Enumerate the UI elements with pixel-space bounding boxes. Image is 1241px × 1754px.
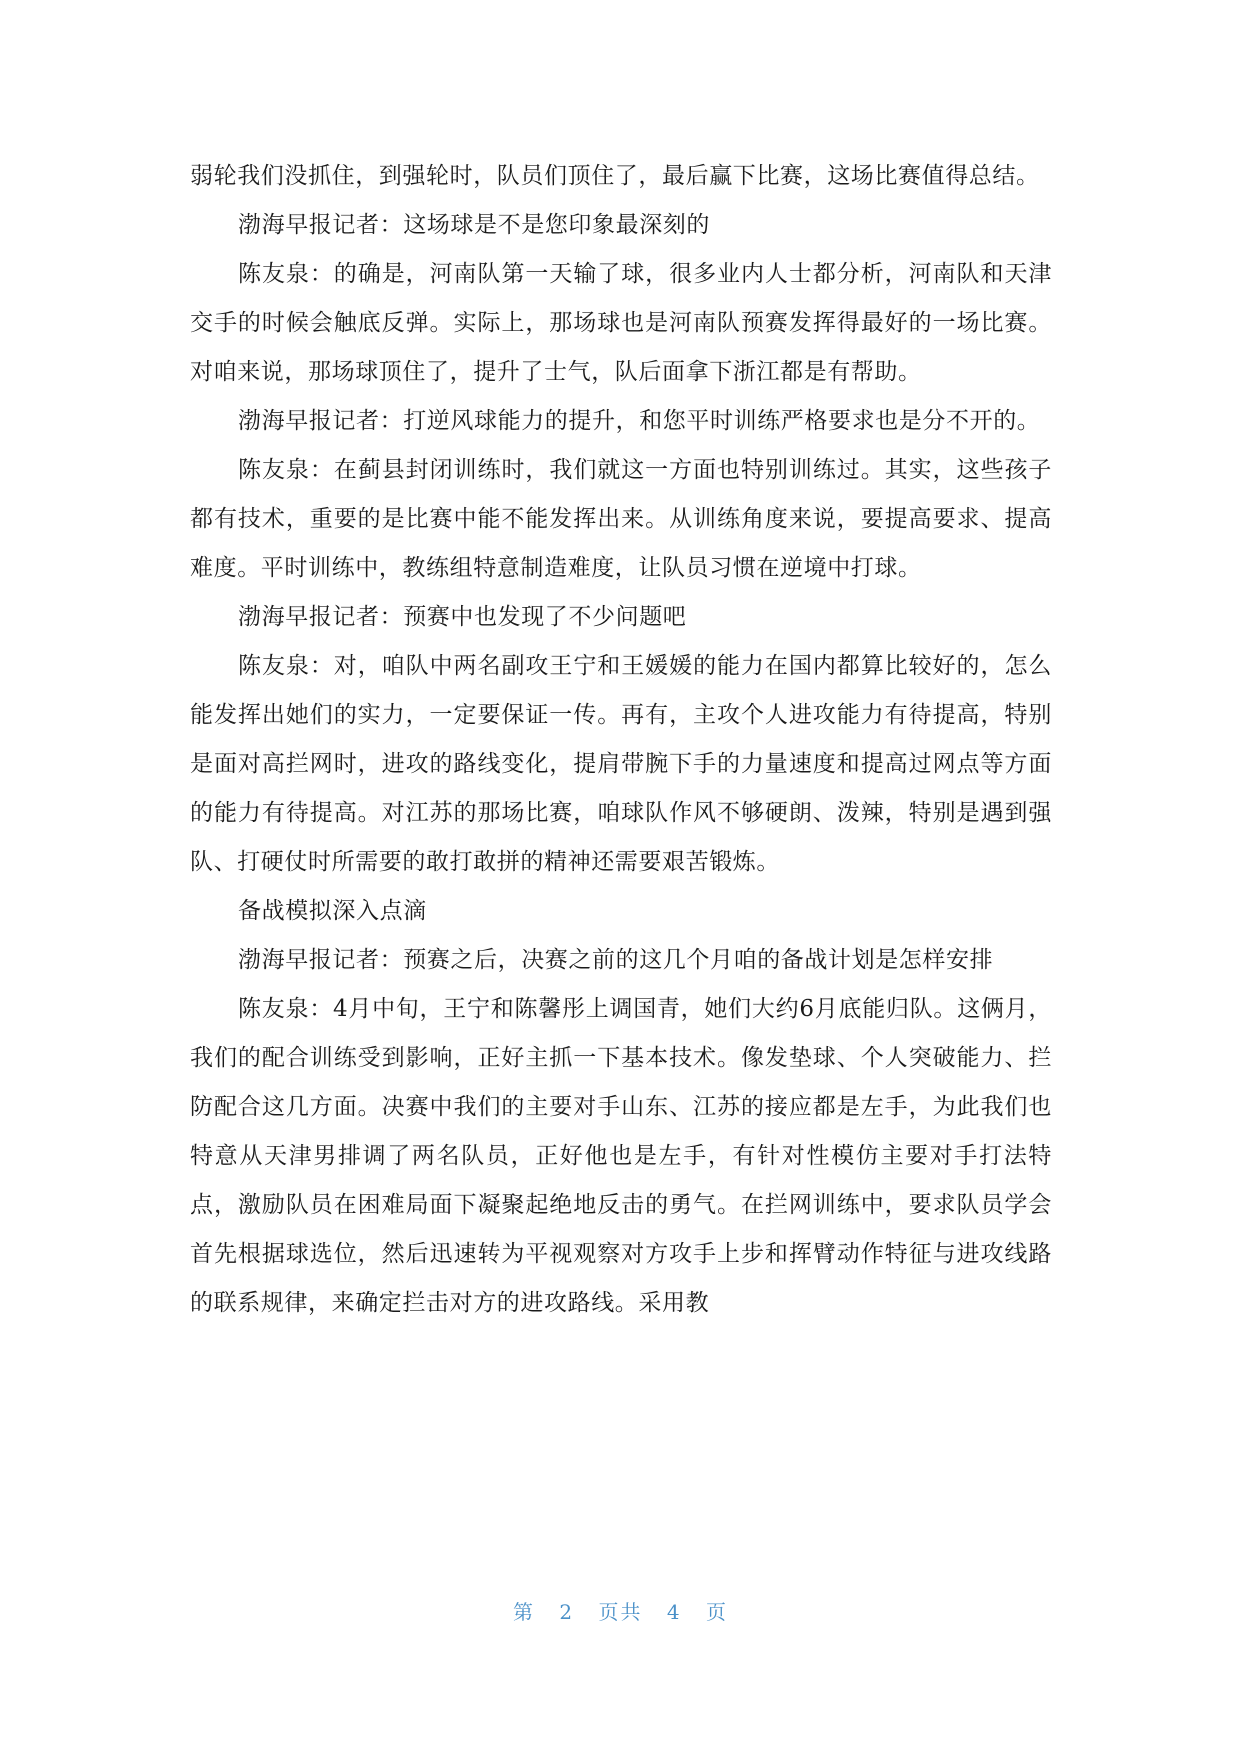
paragraph: 陈友泉：4月中旬，王宁和陈馨彤上调国青，她们大约6月底能归队。这俩月，我们的配合训练受到影响，正好主抓一下基本技术。像发垫球、个人突破能力、拦防配合这几方面。决赛中我们的主要对手山东、江苏的接应都是左手，为此我们也特意从天津男排调了两名队员，正好他也是左手，有针对性模仿主要对手打法特点，激励队员在困难局面下凝聚起绝地反击的勇气。在拦网训练中，要求队员学会首先根据球选位，然后迅速转为平视观察对方攻手上步和挥臂动作特征与进攻线路的联系规律，来确定拦击对方的进攻路线。采用教 (190, 996, 1052, 1316)
section-heading: 备战模拟深入点滴 (238, 898, 427, 924)
paragraph: 渤海早报记者：预赛中也发现了不少问题吧 (238, 604, 687, 630)
page-number-footer (0, 1596, 1241, 1625)
paragraph: 渤海早报记者：预赛之后，决赛之前的这几个月咱的备战计划是怎样安排 (238, 947, 994, 973)
page-label-suffix: 页 (705, 1600, 728, 1624)
current-page-number: 2 (559, 1600, 575, 1624)
page-label-prefix: 第 (513, 1600, 536, 1624)
paragraph: 弱轮我们没抓住，到强轮时，队员们顶住了，最后赢下比赛，这场比赛值得总结。 (190, 163, 1040, 189)
total-page-number: 4 (666, 1600, 682, 1624)
paragraph: 陈友泉：对，咱队中两名副攻王宁和王媛媛的能力在国内都算比较好的，怎么能发挥出她们的实力，一定要保证一传。再有，主攻个人进攻能力有待提高，特别是面对高拦网时，进攻的路线变化，提肩带腕下手的力量速度和提高过网点等方面的能力有待提高。对江苏的那场比赛，咱球队作风不够硬朗、泼辣，特别是遇到强队、打硬仗时所需要的敢打敢拼的精神还需要艰苦锻炼。 (190, 653, 1052, 875)
article-body (190, 152, 1052, 1328)
paragraph: 渤海早报记者：这场球是不是您印象最深刻的 (238, 212, 710, 238)
page-label-middle: 页共 (598, 1600, 643, 1624)
paragraph: 陈友泉：的确是，河南队第一天输了球，很多业内人士都分析，河南队和天津交手的时候会触底反弹。实际上，那场球也是河南队预赛发挥得最好的一场比赛。对咱来说，那场球顶住了，提升了士气，队后面拿下浙江都是有帮助。 (190, 261, 1052, 385)
paragraph: 渤海早报记者：打逆风球能力的提升，和您平时训练严格要求也是分不开的。 (238, 408, 1041, 434)
paragraph: 陈友泉：在蓟县封闭训练时，我们就这一方面也特别训练过。其实，这些孩子都有技术，重要的是比赛中能不能发挥出来。从训练角度来说，要提高要求、提高难度。平时训练中，教练组特意制造难度，让队员习惯在逆境中打球。 (190, 457, 1052, 581)
